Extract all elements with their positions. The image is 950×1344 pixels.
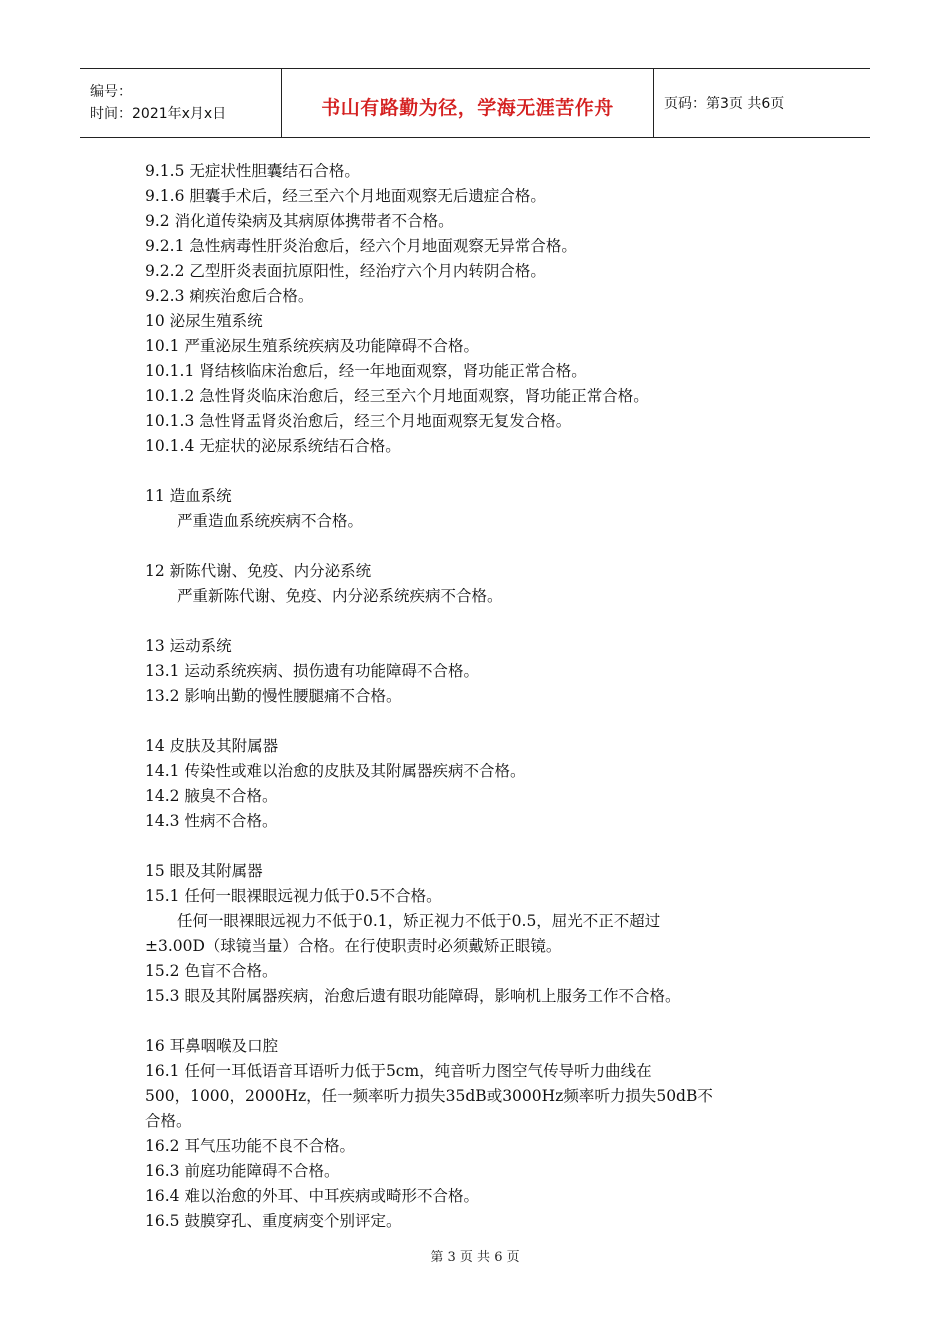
text-line: 13.2 影响出勤的慢性腰腿痛不合格。 [145, 687, 402, 705]
section-heading: 15 眼及其附属器 [145, 862, 263, 880]
header-page-info: 页码：第3页 共6页 [664, 96, 785, 112]
text-line: 9.1.5 无症状性胆囊结石合格。 [145, 162, 360, 180]
header-left-cell [80, 69, 282, 137]
text-line: 任何一眼裸眼远视力不低于0.1，矫正视力不低于0.5，屈光不正不超过 [177, 912, 661, 930]
text-line: 13.1 运动系统疾病、损伤遗有功能障碍不合格。 [145, 662, 479, 680]
text-line: 9.2.1 急性病毒性肝炎治愈后，经六个月地面观察无异常合格。 [145, 237, 577, 255]
document-number-label: 编号： [90, 84, 132, 100]
text-line: 10.1 严重泌尿生殖系统疾病及功能障碍不合格。 [145, 337, 479, 355]
text-line: ±3.00D（球镜当量）合格。在行使职责时必须戴矫正眼镜。 [145, 937, 562, 955]
section-heading: 16 耳鼻咽喉及口腔 [145, 1037, 279, 1055]
text-line: 9.2.3 痢疾治愈后合格。 [145, 287, 314, 305]
section-heading: 12 新陈代谢、免疫、内分泌系统 [145, 562, 372, 580]
text-line: 10.1.1 肾结核临床治愈后，经一年地面观察，肾功能正常合格。 [145, 362, 587, 380]
text-line: 16.1 任何一耳低语音耳语听力低于5cm，纯音听力图空气传导听力曲线在 [145, 1062, 652, 1080]
text-line: 500，1000，2000Hz，任一频率听力损失35dB或3000Hz频率听力损失50dB不 [145, 1087, 713, 1105]
text-line: 9.2.2 乙型肝炎表面抗原阳性，经治疗六个月内转阴合格。 [145, 262, 546, 280]
blank-line [145, 709, 825, 734]
document-body [145, 159, 825, 1234]
text-line: 10.1.4 无症状的泌尿系统结石合格。 [145, 437, 401, 455]
text-line: 16.2 耳气压功能不良不合格。 [145, 1137, 355, 1155]
text-line: 9.2 消化道传染病及其病原体携带者不合格。 [145, 212, 454, 230]
text-line: 16.4 难以治愈的外耳、中耳疾病或畸形不合格。 [145, 1187, 479, 1205]
header-motto: 书山有路勤为径，学海无涯苦作舟 [321, 96, 614, 119]
text-line: 9.1.6 胆囊手术后，经三至六个月地面观察无后遗症合格。 [145, 187, 546, 205]
text-line: 10.1.3 急性肾盂肾炎治愈后，经三个月地面观察无复发合格。 [145, 412, 572, 430]
section-heading: 10 泌尿生殖系统 [145, 312, 263, 330]
text-line: 严重造血系统疾病不合格。 [177, 512, 364, 530]
text-line: 合格。 [145, 1112, 192, 1130]
document-time-label: 时间：2021年x月x日 [90, 106, 227, 122]
text-line: 16.5 鼓膜穿孔、重度病变个别评定。 [145, 1212, 402, 1230]
page-footer: 第 3 页 共 6 页 [430, 1250, 520, 1265]
document-header [80, 68, 870, 138]
text-line: 16.3 前庭功能障碍不合格。 [145, 1162, 340, 1180]
text-line: 严重新陈代谢、免疫、内分泌系统疾病不合格。 [177, 587, 503, 605]
header-middle-cell [282, 69, 654, 137]
section-heading: 11 造血系统 [145, 487, 232, 505]
blank-line [145, 534, 825, 559]
blank-line [145, 459, 825, 484]
blank-line [145, 1009, 825, 1034]
blank-line [145, 609, 825, 634]
text-line: 15.1 任何一眼裸眼远视力低于0.5不合格。 [145, 887, 442, 905]
text-line: 15.2 色盲不合格。 [145, 962, 278, 980]
blank-line [145, 834, 825, 859]
text-line: 14.2 腋臭不合格。 [145, 787, 278, 805]
text-line: 14.3 性病不合格。 [145, 812, 278, 830]
text-line: 14.1 传染性或难以治愈的皮肤及其附属器疾病不合格。 [145, 762, 526, 780]
text-line: 10.1.2 急性肾炎临床治愈后，经三至六个月地面观察，肾功能正常合格。 [145, 387, 649, 405]
header-right-cell [654, 69, 870, 137]
section-heading: 14 皮肤及其附属器 [145, 737, 279, 755]
section-heading: 13 运动系统 [145, 637, 232, 655]
text-line: 15.3 眼及其附属器疾病，治愈后遗有眼功能障碍，影响机上服务工作不合格。 [145, 987, 681, 1005]
